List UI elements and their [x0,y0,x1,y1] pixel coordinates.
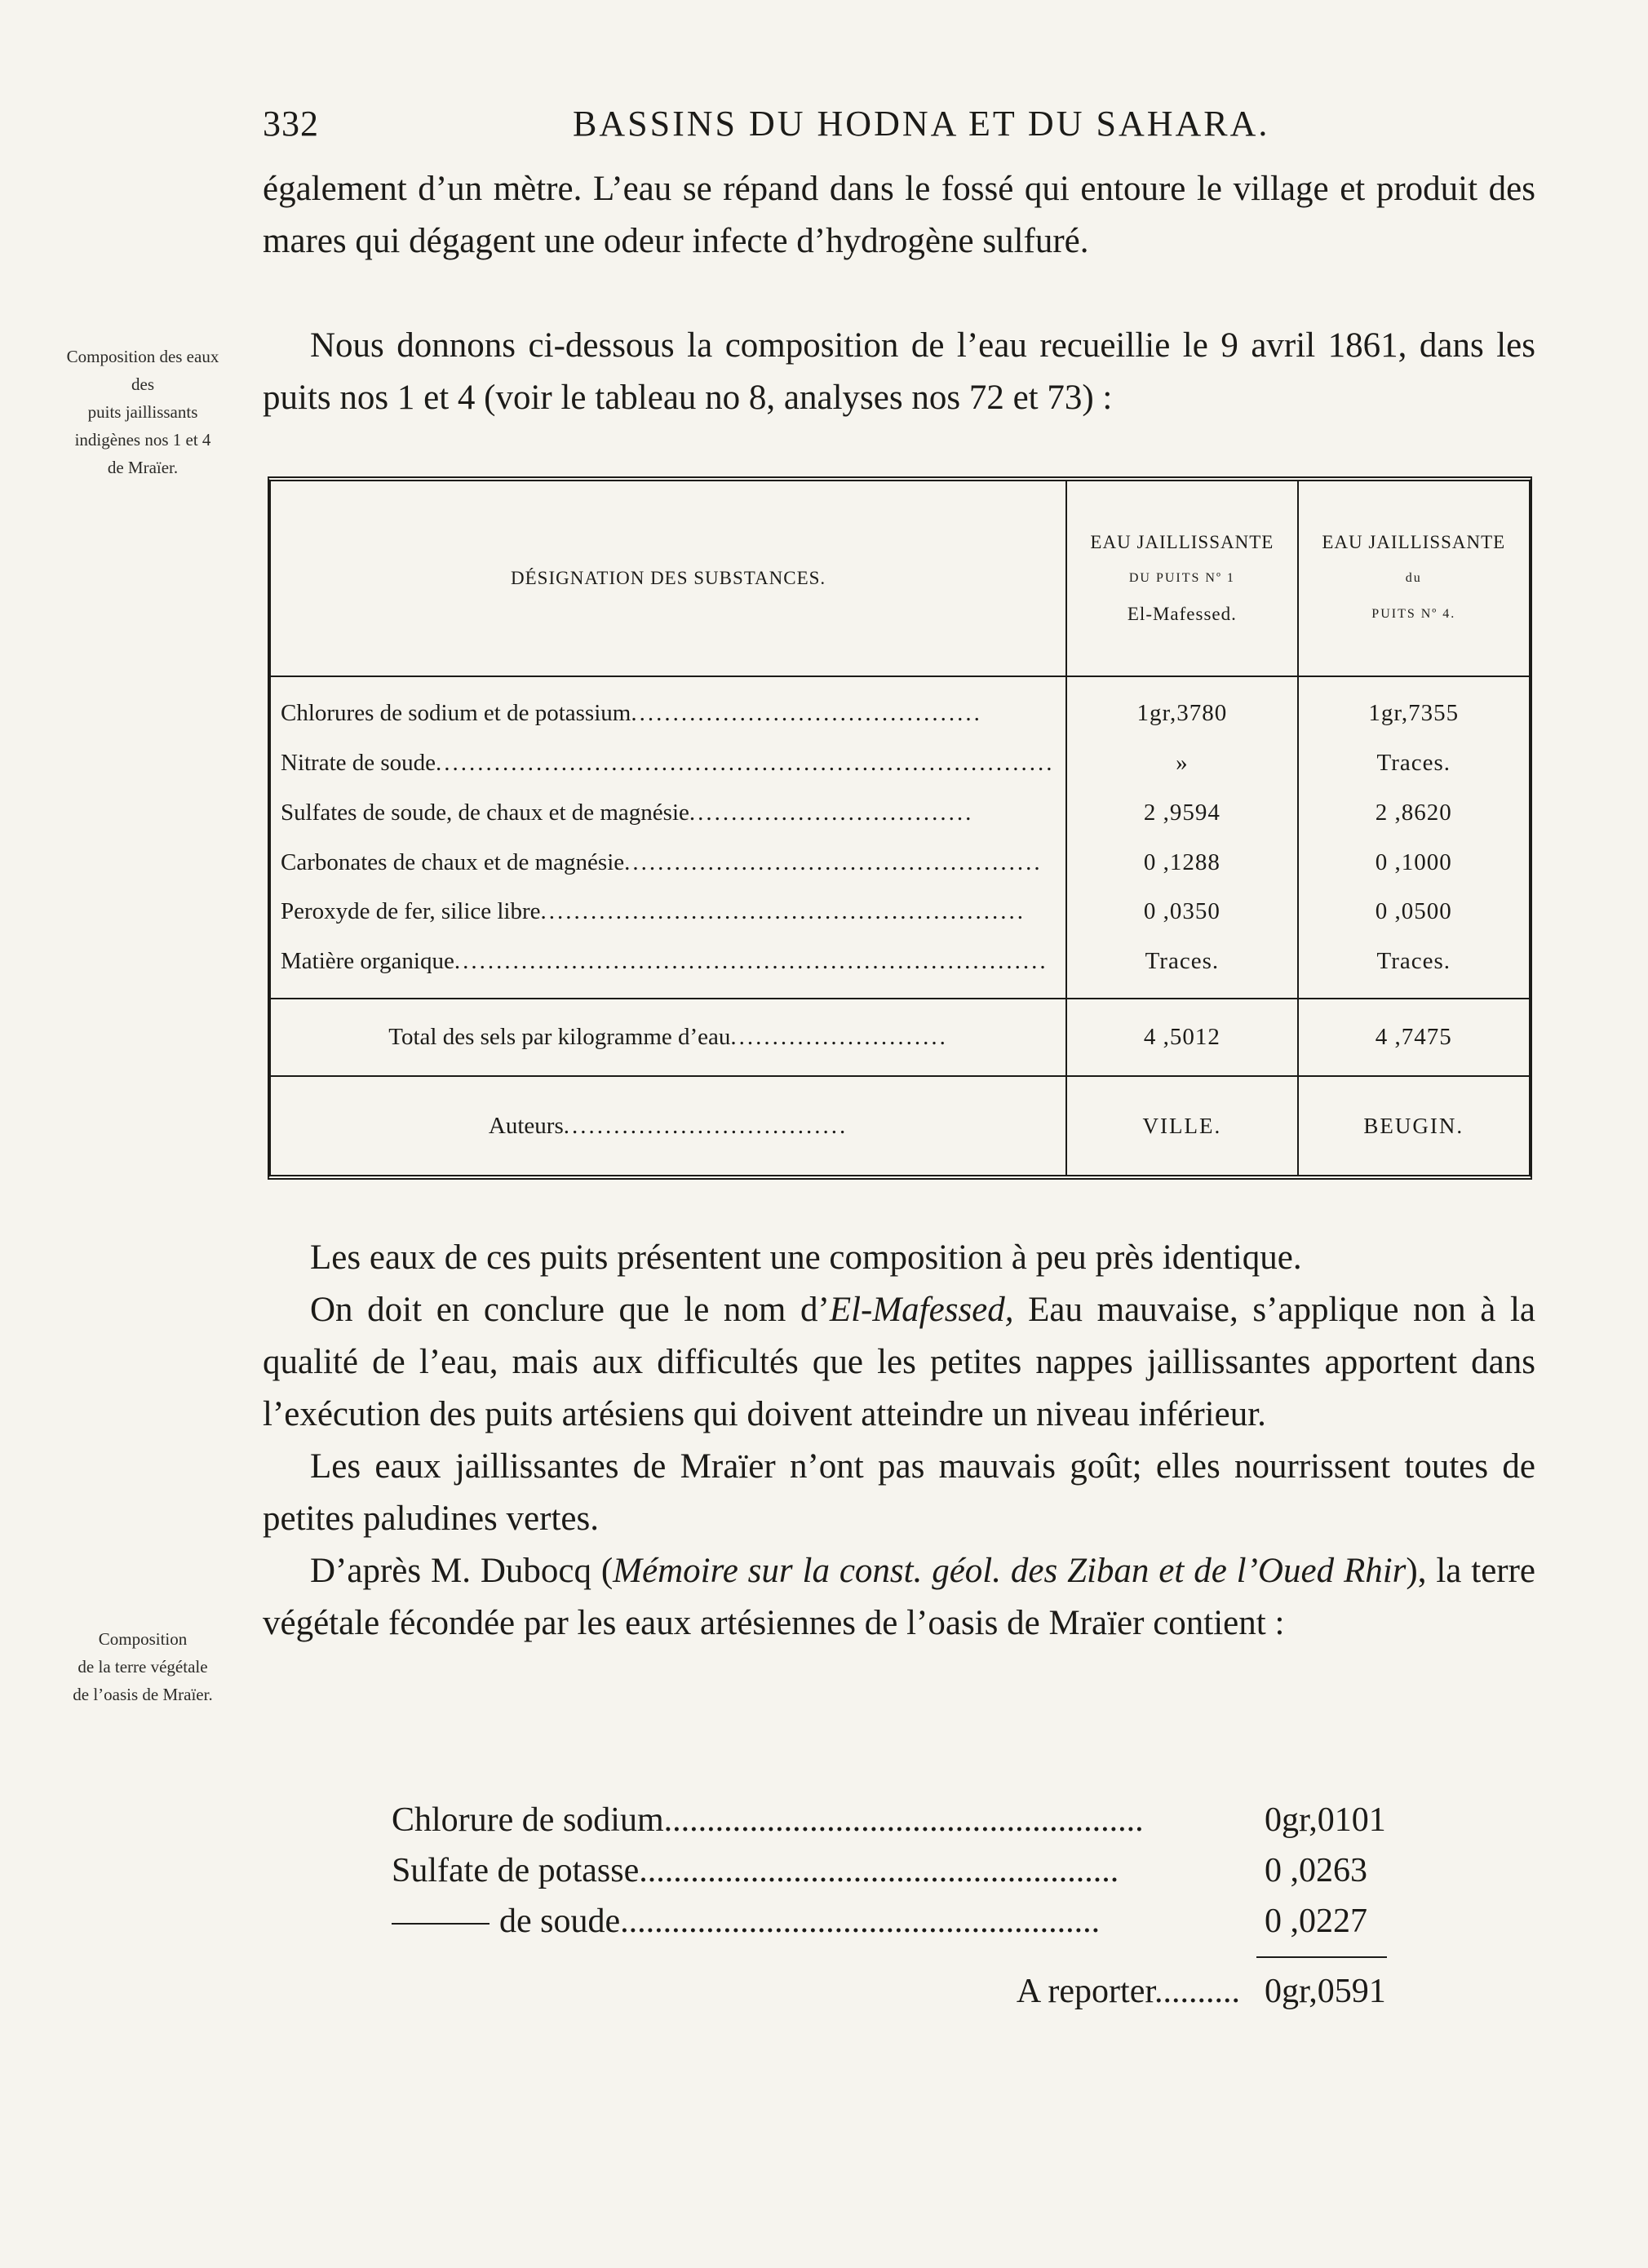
running-head: BASSINS DU HODNA ET DU SAHARA. [573,104,1270,144]
row-label: Matière organique [281,948,454,975]
total-puits-4: 4 ,7475 [1298,999,1529,1076]
header-line: EAU JAILLISSANTE [1322,532,1506,553]
list-item: Sulfate de potasse........................................................ 0 ,0263 [392,1845,1403,1896]
value-puits-4: 0 ,1000 [1298,838,1529,888]
soil-composition-list [392,1795,1403,2017]
header-line: EAU JAILLISSANTE [1090,532,1274,553]
report-row: A reporter.......... 0gr,0591 [392,1966,1403,2017]
paragraph [263,1284,1535,1441]
text-run-italic: Mémoire sur la const. géol. des Ziban et de l’Oued Rhir [613,1552,1407,1590]
margin-note-soil-composition [24,1625,261,1708]
value-puits-1: 0 ,0350 [1066,887,1297,937]
margin-note-line: indigènes nos 1 et 4 [74,430,211,450]
author-puits-1: VILLE. [1066,1076,1297,1175]
value-puits-4: 0 ,0500 [1298,887,1529,937]
text-run-italic: El-Mafessed, [829,1291,1014,1329]
table-row: Sulfates de soude, de chaux et de magnésie.................................. 2 ,9594 2 ,8620 [271,788,1529,838]
column-header-substances: DÉSIGNATION DES SUBSTANCES. [271,481,1066,676]
list-item: Chlorure de sodium........................................................ 0gr,0101 [392,1795,1403,1845]
value-puits-1: » [1066,738,1297,788]
row-label: Carbonates de chaux et de magnésie [281,848,625,875]
header-line: PUITS Nº 4. [1371,607,1456,622]
table-row: Chlorures de sodium et de potassium.......................................... 1gr,3780 1gr,7355 [271,689,1529,738]
row-label: Chlorures de sodium et de potassium [281,700,631,727]
column-header-puits-1 [1066,481,1297,676]
page-number: 332 [263,104,319,144]
value-puits-1: 2 ,9594 [1066,788,1297,838]
margin-note-line: de l’oasis de Mraïer. [73,1685,213,1704]
table-authors-row: Auteurs.................................. VILLE. BEUGIN. [271,1076,1529,1175]
table-row: Peroxyde de fer, silice libre.......................................................... 0 ,0350 0 ,0500 [271,887,1529,937]
value-puits-1: 0 ,1288 [1066,838,1297,888]
total-label: Total des sels par kilogramme d’eau [388,1024,731,1051]
text-run: On doit en conclure que le nom d’ [310,1291,830,1329]
text-run: D’après M. Dubocq ( [310,1552,614,1590]
item-value: 0 ,0227 [1265,1903,1367,1940]
paragraph: Nous donnons ci-dessous la composition de l’eau recueillie le 9 avril 1861, dans les puits nos 1 et 4 (voir le tableau no 8, analyses nos 72 et 73) : [263,326,1535,417]
analysis-table [271,481,1529,1175]
value-puits-4: Traces. [1298,738,1529,788]
margin-note-line: de Mraïer. [107,458,179,477]
text-run: ), la terre végétale fécondée par les eaux artésiennes de l’oasis de Mraïer contient : [263,1552,1536,1642]
paragraph-block-intro [263,320,1535,424]
sum-rule [1256,1956,1387,1958]
report-label: A reporter [1016,1973,1154,2010]
table-row: Matière organique....................................................................... Traces. Traces. [271,937,1529,986]
value-puits-4: 2 ,8620 [1298,788,1529,838]
page-header [263,96,1535,153]
analysis-table-frame [268,476,1532,1180]
value-puits-1: 1gr,3780 [1066,689,1297,738]
value-puits-1: Traces. [1066,937,1297,986]
paragraph-block-top [263,163,1535,268]
authors-label: Auteurs [488,1112,564,1139]
paragraph: Les eaux de ces puits présentent une composition à peu près identique. [310,1238,1302,1277]
item-name: Chlorure de sodium [392,1801,664,1839]
author-puits-4: BEUGIN. [1298,1076,1529,1175]
paragraph-block-conclusion [263,1232,1535,1650]
margin-note-line: Composition [98,1629,188,1649]
row-label: Peroxyde de fer, silice libre [281,898,541,925]
column-header-puits-4 [1298,481,1529,676]
margin-note-line: Composition des eaux [66,347,219,366]
item-value: 0 ,0263 [1265,1852,1367,1889]
table-total-row: Total des sels par kilogramme d’eau.......................... 4 ,5012 4 ,7475 [271,999,1529,1076]
header-line: du [1405,571,1422,586]
row-label: Nitrate de soude [281,749,436,776]
header-line: El-Mafessed. [1127,604,1237,625]
list-item: de soude........................................................ 0 ,0227 [392,1896,1403,1947]
margin-note-line: puits jaillissants [87,402,198,422]
item-value: 0gr,0101 [1265,1801,1386,1839]
table-header-row [271,481,1529,676]
table-row: Carbonates de chaux et de magnésie.................................................. 0 ,1288 0 ,1000 [271,838,1529,888]
value-puits-4: 1gr,7355 [1298,689,1529,738]
report-value: 0gr,0591 [1265,1973,1386,2010]
table-row: Nitrate de soude.......................................................................... » Traces. [271,738,1529,788]
paragraph [263,1545,1535,1650]
text-run: Eau mauvaise, s’applique non à la qualité de l’eau, mais aux difficultés que les petites nappes jaillissantes apportent dans l’exécution des puits artésiens qui doivent atteindre un niveau inférieur. [263,1291,1535,1433]
item-name: de soude [499,1903,621,1940]
ditto-rule [392,1923,490,1925]
paragraph: également d’un mètre. L’eau se répand dans le fossé qui entoure le village et produit des mares qui dégagent une odeur infecte d’hydrogène sulfuré. [263,170,1535,260]
header-line: DU PUITS Nº 1 [1128,571,1235,586]
row-label: Sulfates de soude, de chaux et de magnésie [281,799,689,826]
item-name: Sulfate de potasse [392,1852,640,1889]
value-puits-4: Traces. [1298,937,1529,986]
margin-note-water-composition [24,343,261,481]
margin-note-line: de la terre végétale [78,1657,208,1677]
margin-note-line: des [131,374,154,394]
total-puits-1: 4 ,5012 [1066,999,1297,1076]
paragraph: Les eaux jaillissantes de Mraïer n’ont pas mauvais goût; elles nourrissent toutes de petites paludines vertes. [263,1447,1535,1538]
